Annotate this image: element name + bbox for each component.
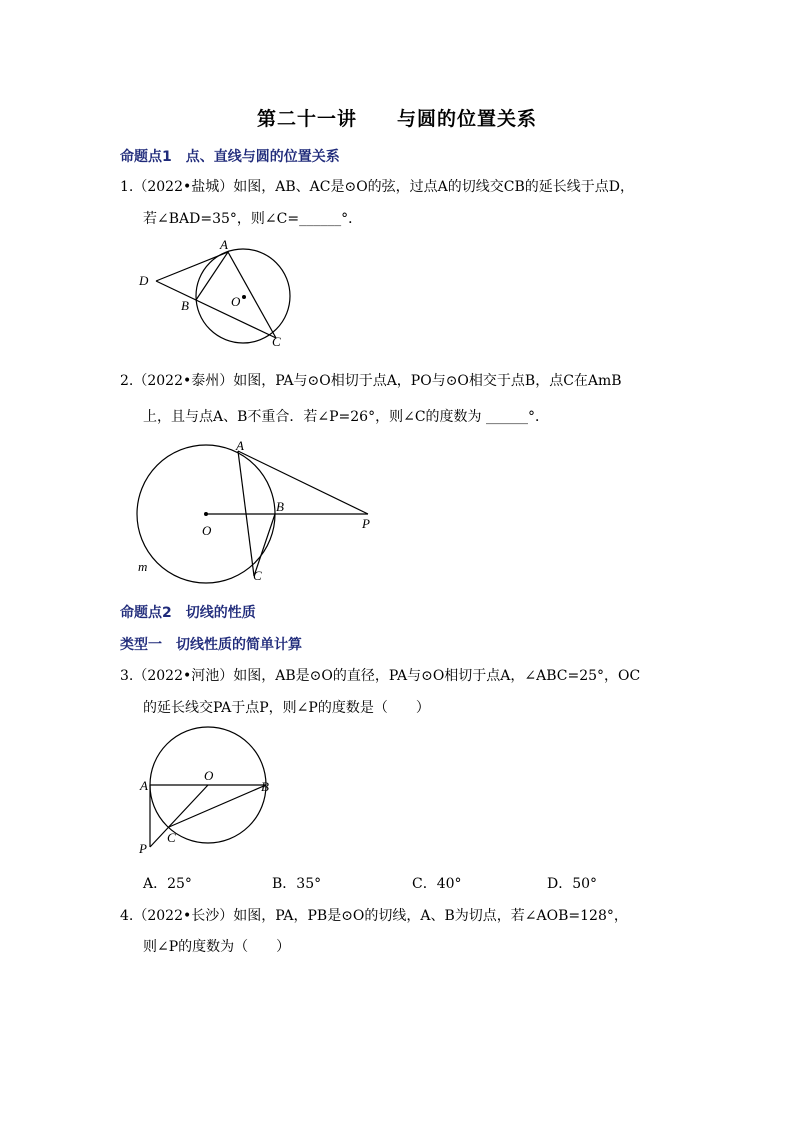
label-a: A — [236, 438, 244, 453]
title-lecture: 第二十一讲 — [256, 108, 357, 130]
question-3-line-2: 的延长线交PA于点P，则∠P的度数是（ ） — [143, 700, 430, 716]
option-d[interactable]: D．50° — [547, 876, 598, 892]
label-o: O — [202, 523, 212, 538]
section-heading-2: 命题点2 切线的性质 — [120, 605, 256, 621]
center-dot — [204, 512, 208, 516]
question-3-line-1: 3.（2022•河池）如图，AB是⊙O的直径，PA与⊙O相切于点A，∠ABC=25°，OC — [120, 668, 641, 684]
label-o: O — [231, 294, 241, 309]
center-dot — [242, 295, 246, 299]
option-b[interactable]: B．35° — [272, 876, 322, 892]
label-a: A — [140, 778, 148, 793]
chord-bc — [254, 514, 275, 576]
label-c: C — [253, 568, 262, 583]
label-b: B — [181, 298, 189, 313]
question-4-line-1: 4.（2022•长沙）如图，PA，PB是⊙O的切线，A、B为切点，若∠AOB=128°， — [120, 908, 628, 924]
subsection-heading: 类型一 切线性质的简单计算 — [120, 637, 302, 653]
label-p: P — [362, 516, 370, 531]
page-title — [0, 104, 794, 131]
chord-bc — [169, 785, 266, 827]
label-a: A — [220, 237, 228, 252]
question-1-line-2: 若∠BAD=35°，则∠C=______°． — [143, 211, 363, 227]
label-b: B — [276, 499, 284, 514]
question-1-line-1: 1.（2022•盐城）如图，AB、AC是⊙O的弦，过点A的切线交CB的延长线于点D， — [120, 179, 635, 195]
question-2-line-2: 上，且与点A、B不重合．若∠P=26°，则∠C的度数为 ______°． — [143, 409, 549, 425]
secant-dc — [156, 281, 276, 338]
option-c[interactable]: C．40° — [412, 876, 462, 892]
tangent-pa — [238, 451, 368, 514]
label-b: B — [261, 779, 269, 794]
label-p: P — [139, 841, 147, 856]
question-2-figure — [130, 434, 380, 590]
option-a[interactable]: A．25° — [143, 876, 192, 892]
label-d: D — [139, 273, 149, 288]
tangent-da — [156, 252, 228, 281]
label-c: C — [167, 830, 176, 845]
question-3-figure — [130, 722, 280, 860]
section-heading-1: 命题点1 点、直线与圆的位置关系 — [120, 149, 340, 165]
question-2-line-1: 2.（2022•泰州）如图，PA与⊙O相切于点A，PO与⊙O相交于点B，点C在AmB — [120, 373, 622, 389]
label-m: m — [138, 559, 148, 574]
title-topic: 与圆的位置关系 — [397, 108, 538, 130]
label-c: C — [272, 334, 281, 349]
question-4-line-2: 则∠P的度数为（ ） — [143, 939, 291, 955]
question-1-figure — [130, 232, 300, 352]
label-o: O — [204, 768, 214, 783]
